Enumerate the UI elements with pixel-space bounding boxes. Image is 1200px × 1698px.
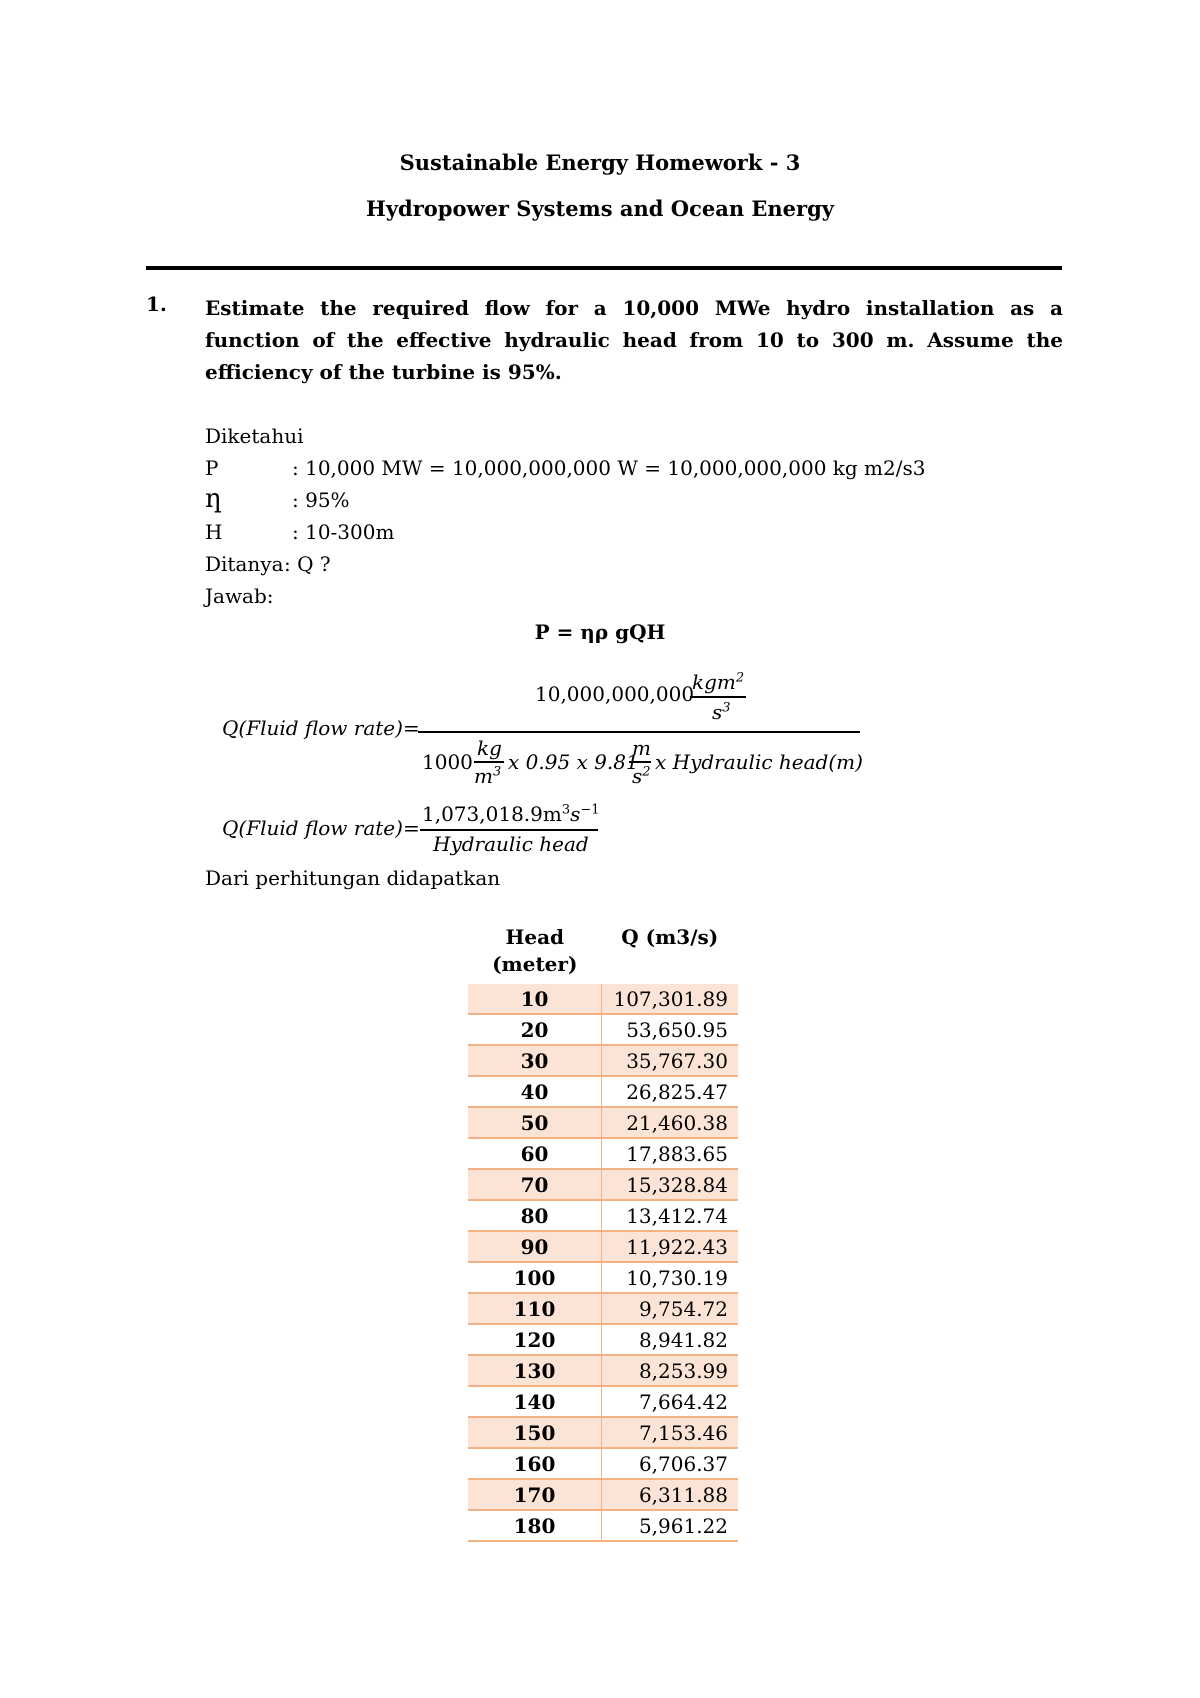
flow-cell: 6,311.88	[602, 1479, 739, 1510]
equation-numerator-value: 10,000,000,000	[535, 682, 695, 706]
flow-cell: 11,922.43	[602, 1231, 739, 1262]
question-number: 1.	[146, 292, 167, 316]
result-fraction-bar	[420, 829, 598, 831]
flow-column-header: Q (m3/s)	[621, 925, 719, 949]
head-cell: 20	[468, 1014, 602, 1045]
equation-numerator-unit-denominator: $s^3$	[712, 700, 731, 724]
head-cell: 120	[468, 1324, 602, 1355]
table-row	[468, 1138, 738, 1169]
document-subtitle: Hydropower Systems and Ocean Energy	[366, 196, 834, 221]
asked-value: : Q ?	[284, 552, 331, 576]
table-row	[468, 1200, 738, 1231]
flow-cell: 7,664.42	[602, 1386, 739, 1417]
conclusion-text: Dari perhitungan didapatkan	[205, 866, 501, 890]
table-row	[468, 1355, 738, 1386]
table-row	[468, 1386, 738, 1417]
asked-label: Ditanya	[205, 552, 284, 576]
table-row	[468, 1448, 738, 1479]
table-row	[468, 1324, 738, 1355]
flow-cell: 7,153.46	[602, 1417, 739, 1448]
given-label-efficiency: ƞ	[205, 484, 222, 514]
head-cell: 70	[468, 1169, 602, 1200]
flow-cell: 21,460.38	[602, 1107, 739, 1138]
head-cell: 160	[468, 1448, 602, 1479]
table-row	[468, 1417, 738, 1448]
equation-denominator-middle: x 0.95 x 9.81	[508, 750, 639, 774]
table-body	[468, 984, 738, 1541]
equation-lhs: Q(Fluid flow rate)=	[222, 716, 420, 740]
m-fraction-bar	[629, 761, 651, 763]
head-cell: 60	[468, 1138, 602, 1169]
flow-cell: 13,412.74	[602, 1200, 739, 1231]
kg-fraction-bar	[474, 761, 504, 763]
numerator-unit-fraction-bar	[690, 696, 746, 698]
flow-cell: 17,883.65	[602, 1138, 739, 1169]
head-cell: 40	[468, 1076, 602, 1107]
result-lhs: Q(Fluid flow rate)=	[222, 816, 420, 840]
given-value-efficiency: : 95%	[292, 488, 350, 512]
head-column-header: Head (meter)	[492, 925, 578, 976]
main-fraction-bar	[418, 731, 860, 733]
given-heading: Diketahui	[205, 424, 304, 448]
table-row	[468, 1479, 738, 1510]
equation-denominator-prefix: 1000	[422, 750, 473, 774]
head-cell: 10	[468, 984, 602, 1014]
head-cell: 130	[468, 1355, 602, 1386]
table-row	[468, 1076, 738, 1107]
equation-numerator-unit: kgm$^2$	[692, 670, 745, 694]
document-title: Sustainable Energy Homework - 3	[399, 150, 801, 175]
flow-cell: 5,961.22	[602, 1510, 739, 1541]
head-cell: 50	[468, 1107, 602, 1138]
given-label-head: H	[205, 520, 223, 544]
table-row	[468, 1169, 738, 1200]
table-row	[468, 1293, 738, 1324]
flow-cell: 8,253.99	[602, 1355, 739, 1386]
flow-cell: 8,941.82	[602, 1324, 739, 1355]
question-text: Estimate the required flow for a 10,000 MWe hydro installation as a function of the effective hydraulic head from 10 to 300 m. Assume the efficiency of the turbine is 95%.	[205, 296, 1063, 384]
flow-cell: 35,767.30	[602, 1045, 739, 1076]
equation-denominator-m: m	[632, 736, 651, 760]
table-row	[468, 1014, 738, 1045]
equation-denominator-suffix: x Hydraulic head(m)	[655, 750, 863, 774]
flow-cell: 6,706.37	[602, 1448, 739, 1479]
equation-denominator-m3: $m^3$	[474, 764, 502, 788]
result-numerator: $1,073,018.9m^3s^{-1}$	[422, 802, 600, 826]
head-cell: 80	[468, 1200, 602, 1231]
table-row	[468, 1045, 738, 1076]
equation-denominator-s2: $s^2$	[632, 764, 651, 788]
head-cell: 100	[468, 1262, 602, 1293]
table-header-row	[468, 922, 738, 984]
given-value-head: : 10-300m	[292, 520, 395, 544]
head-cell: 170	[468, 1479, 602, 1510]
head-flow-table	[468, 922, 738, 1542]
head-cell: 180	[468, 1510, 602, 1541]
given-label-power: P	[205, 456, 219, 480]
power-equation: P = ηρ gQH	[534, 620, 666, 644]
flow-cell: 26,825.47	[602, 1076, 739, 1107]
result-denominator: Hydraulic head	[433, 832, 589, 856]
equation-denominator-kg: kg	[477, 736, 502, 760]
table-row	[468, 1107, 738, 1138]
table-row	[468, 1510, 738, 1541]
flow-cell: 107,301.89	[602, 984, 739, 1014]
flow-cell: 53,650.95	[602, 1014, 739, 1045]
table-row	[468, 1262, 738, 1293]
answer-label: Jawab:	[205, 584, 274, 608]
table-row	[468, 984, 738, 1014]
header-divider	[146, 266, 1062, 270]
flow-cell: 10,730.19	[602, 1262, 739, 1293]
head-cell: 30	[468, 1045, 602, 1076]
flow-cell: 9,754.72	[602, 1293, 739, 1324]
table-row	[468, 1231, 738, 1262]
head-cell: 90	[468, 1231, 602, 1262]
given-value-power: : 10,000 MW = 10,000,000,000 W = 10,000,000,000 kg m2/s3	[292, 456, 926, 480]
flow-cell: 15,328.84	[602, 1169, 739, 1200]
head-cell: 150	[468, 1417, 602, 1448]
head-cell: 140	[468, 1386, 602, 1417]
head-cell: 110	[468, 1293, 602, 1324]
